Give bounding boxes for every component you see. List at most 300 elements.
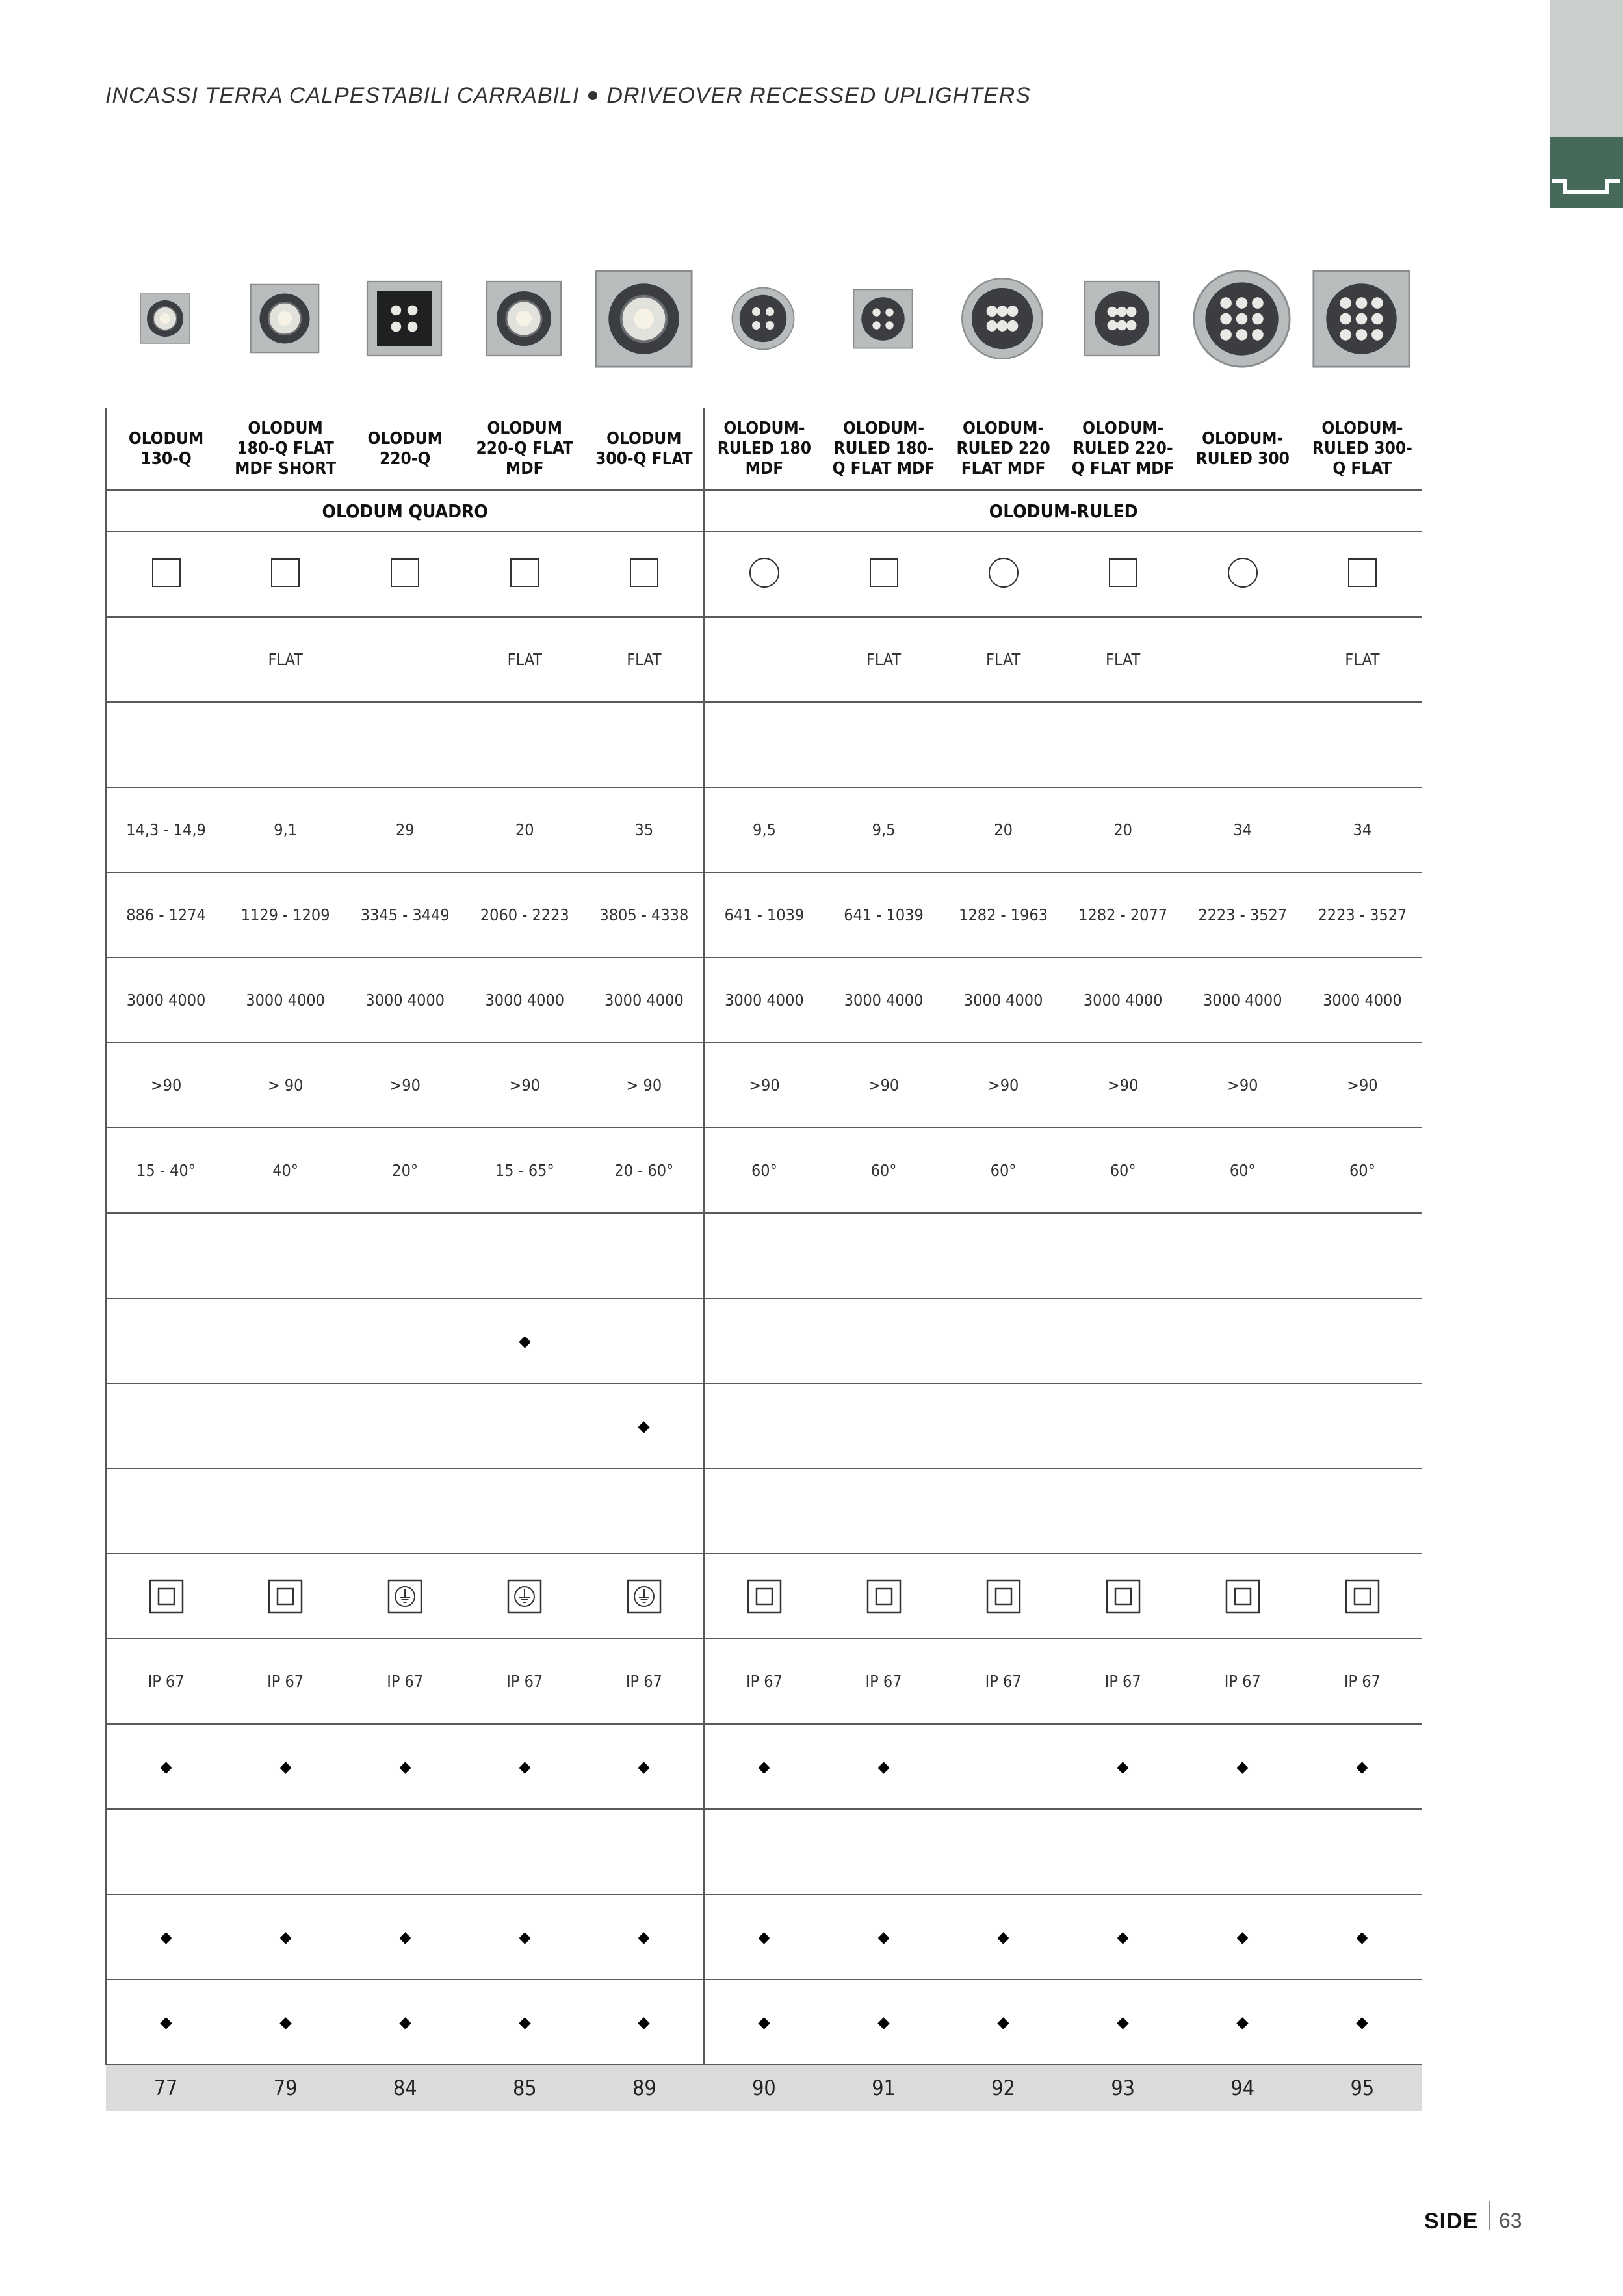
insulation-class-cell xyxy=(944,1554,1063,1639)
diamond-mark-icon xyxy=(279,1932,291,1944)
product-photo xyxy=(464,247,584,390)
mark-cell xyxy=(1183,1809,1303,1894)
lumen-cell xyxy=(1303,872,1422,958)
mark-cell xyxy=(226,1298,345,1383)
mark-cell xyxy=(1183,1298,1303,1383)
finish-cell xyxy=(226,617,345,702)
mark-cell xyxy=(1063,702,1183,787)
cri-text: >90 xyxy=(749,1076,780,1095)
mark-cell xyxy=(824,1298,943,1383)
section-tab-dark xyxy=(1550,137,1623,208)
diamond-mark-icon xyxy=(279,2017,291,2029)
lumen-cell xyxy=(226,872,345,958)
class-II-icon xyxy=(747,1579,782,1614)
beam-cell xyxy=(226,1128,345,1213)
finish-cell xyxy=(1183,617,1303,702)
shape-cell xyxy=(1183,532,1303,617)
mark-cell xyxy=(704,1894,824,1979)
cri-text: >90 xyxy=(868,1076,900,1095)
mark-cell xyxy=(226,1894,345,1979)
mark-cell xyxy=(824,1809,943,1894)
mark-cell xyxy=(704,1298,824,1383)
product-photo xyxy=(1062,247,1182,390)
square-shape-icon xyxy=(1348,558,1377,587)
lumen-text: 2223 - 3527 xyxy=(1318,906,1407,924)
product-photo xyxy=(823,247,942,390)
diamond-mark-icon xyxy=(997,2017,1009,2029)
product-name: OLODUM 220-Q FLAT MDF xyxy=(476,419,574,478)
power-text: 35 xyxy=(634,820,654,839)
insulation-class-cell xyxy=(584,1554,704,1639)
product-group-label: OLODUM-RULED xyxy=(989,500,1138,522)
product-photo xyxy=(344,247,464,390)
mark-cell xyxy=(944,1383,1063,1468)
diamond-mark-icon xyxy=(160,2017,172,2029)
mark-cell xyxy=(465,1979,584,2065)
insulation-class-cell xyxy=(1183,1554,1303,1639)
catalog-page-cell xyxy=(345,2065,465,2111)
mark-cell xyxy=(824,1383,943,1468)
mark-cell xyxy=(704,1809,824,1894)
mark-cell xyxy=(824,1894,943,1979)
round-nine-led-uplighter-icon xyxy=(1191,268,1292,369)
catalog-page-cell xyxy=(226,2065,345,2111)
square-shape-icon xyxy=(1109,558,1137,587)
power-cell xyxy=(226,787,345,872)
catalog-page-number: 92 xyxy=(991,2076,1015,2100)
product-photo xyxy=(942,247,1062,390)
mark-cell xyxy=(106,1979,226,2065)
beam-cell xyxy=(106,1128,226,1213)
beam-text: 60° xyxy=(990,1161,1017,1180)
mark-cell xyxy=(106,1809,226,1894)
diamond-mark-icon xyxy=(519,1932,530,1944)
finish-cell xyxy=(824,617,943,702)
cri-cell xyxy=(345,1043,465,1128)
spec-table xyxy=(105,408,1422,2111)
diamond-mark-icon xyxy=(1357,1932,1368,1944)
catalog-page-cell xyxy=(1183,2065,1303,2111)
mark-cell xyxy=(1303,1894,1422,1979)
mark-cell xyxy=(584,1213,704,1298)
mark-cell xyxy=(1183,1468,1303,1554)
mark-cell xyxy=(226,1809,345,1894)
diamond-mark-icon xyxy=(877,1932,889,1944)
cri-text: > 90 xyxy=(267,1076,304,1095)
product-photo-row xyxy=(105,247,1422,390)
mark-cell xyxy=(1063,1894,1183,1979)
ip-rating-cell xyxy=(106,1639,226,1724)
earth-class-I-icon xyxy=(627,1579,662,1614)
cct-cell xyxy=(106,958,226,1043)
beam-cell xyxy=(824,1128,943,1213)
cri-text: > 90 xyxy=(626,1076,662,1095)
mark-cell xyxy=(824,1979,943,2065)
product-name-cell xyxy=(1303,408,1422,490)
ip-rating-cell xyxy=(1303,1639,1422,1724)
ip-rating-cell xyxy=(345,1639,465,1724)
spec-row-beam xyxy=(106,1128,1422,1213)
cri-text: >90 xyxy=(150,1076,182,1095)
mark-cell xyxy=(106,702,226,787)
mark-cell xyxy=(1063,1298,1183,1383)
lumen-text: 1282 - 1963 xyxy=(959,906,1048,924)
mark-cell xyxy=(704,1213,824,1298)
mark-cell xyxy=(106,1894,226,1979)
ip-rating-cell xyxy=(1183,1639,1303,1724)
ip-rating-cell xyxy=(824,1639,943,1724)
shape-cell xyxy=(704,532,824,617)
mark-cell xyxy=(944,702,1063,787)
power-text: 9,1 xyxy=(274,820,297,839)
mark-cell xyxy=(345,1724,465,1809)
beam-text: 60° xyxy=(870,1161,897,1180)
spec-row-insulation-class xyxy=(106,1554,1422,1639)
class-II-icon xyxy=(268,1579,303,1614)
beam-text: 15 - 65° xyxy=(495,1161,554,1180)
round-shape-icon xyxy=(989,558,1019,588)
finish-text: FLAT xyxy=(507,650,542,669)
cct-cell xyxy=(704,958,824,1043)
power-cell xyxy=(1063,787,1183,872)
cct-cell xyxy=(226,958,345,1043)
mark-cell xyxy=(584,1809,704,1894)
product-name: OLODUM 220-Q xyxy=(367,428,443,469)
beam-text: 15 - 40° xyxy=(136,1161,196,1180)
catalog-page-number: 84 xyxy=(393,2076,417,2100)
cct-cell xyxy=(824,958,943,1043)
mark-cell xyxy=(226,1383,345,1468)
finish-cell xyxy=(704,617,824,702)
ip-rating-text: IP 67 xyxy=(148,1672,185,1691)
catalog-page-number: 77 xyxy=(153,2076,178,2100)
catalog-page-cell xyxy=(944,2065,1063,2111)
diamond-mark-icon xyxy=(877,2017,889,2029)
spec-row-marks xyxy=(106,702,1422,787)
mark-cell xyxy=(226,1213,345,1298)
mark-cell xyxy=(1303,1979,1422,2065)
insulation-class-cell xyxy=(345,1554,465,1639)
mark-cell xyxy=(1303,1213,1422,1298)
ip-rating-cell xyxy=(704,1639,824,1724)
mark-cell xyxy=(1183,1724,1303,1809)
finish-text: FLAT xyxy=(627,650,662,669)
insulation-class-cell xyxy=(1303,1554,1422,1639)
cri-cell xyxy=(1303,1043,1422,1128)
product-photo xyxy=(584,247,703,390)
product-group-label: OLODUM QUADRO xyxy=(322,500,488,522)
diamond-mark-icon xyxy=(160,1932,172,1944)
class-II-icon xyxy=(149,1579,184,1614)
power-cell xyxy=(465,787,584,872)
class-II-icon xyxy=(866,1579,902,1614)
class-II-icon xyxy=(1225,1579,1260,1614)
mark-cell xyxy=(465,1809,584,1894)
mark-cell xyxy=(584,1894,704,1979)
cri-text: >90 xyxy=(1107,1076,1139,1095)
product-name: OLODUM 180-Q FLAT MDF SHORT xyxy=(235,419,337,478)
cri-cell xyxy=(465,1043,584,1128)
cri-cell xyxy=(106,1043,226,1128)
diamond-mark-icon xyxy=(1237,1932,1249,1944)
ip-rating-text: IP 67 xyxy=(267,1672,304,1691)
finish-text: FLAT xyxy=(1345,650,1380,669)
mark-cell xyxy=(704,1724,824,1809)
mark-cell xyxy=(1303,1809,1422,1894)
diamond-mark-icon xyxy=(638,1762,650,1773)
lumen-text: 2223 - 3527 xyxy=(1198,906,1288,924)
spec-row-marks xyxy=(106,1383,1422,1468)
insulation-class-cell xyxy=(226,1554,345,1639)
finish-cell xyxy=(1063,617,1183,702)
square-nine-led-uplighter-icon xyxy=(1311,268,1412,369)
beam-cell xyxy=(465,1128,584,1213)
mark-cell xyxy=(1183,702,1303,787)
power-cell xyxy=(345,787,465,872)
product-name-cell xyxy=(106,408,226,490)
lumen-cell xyxy=(1063,872,1183,958)
mark-cell xyxy=(944,1809,1063,1894)
ip-rating-text: IP 67 xyxy=(865,1672,902,1691)
product-name: OLODUM-RULED 180 MDF xyxy=(717,419,812,478)
mark-cell xyxy=(1063,1979,1183,2065)
mark-cell xyxy=(1063,1724,1183,1809)
mark-cell xyxy=(106,1213,226,1298)
product-group-heading xyxy=(704,490,1422,532)
earth-class-I-icon xyxy=(507,1579,542,1614)
product-name-cell xyxy=(226,408,345,490)
cct-text: 3000 4000 xyxy=(1323,991,1402,1010)
cri-text: >90 xyxy=(389,1076,421,1095)
mark-cell xyxy=(1063,1383,1183,1468)
section-tab-light xyxy=(1550,0,1623,137)
ip-rating-cell xyxy=(226,1639,345,1724)
catalog-page-number: 89 xyxy=(632,2076,656,2100)
finish-text: FLAT xyxy=(268,650,303,669)
ip-rating-text: IP 67 xyxy=(387,1672,424,1691)
mark-cell xyxy=(704,1979,824,2065)
square-shape-icon xyxy=(271,558,300,587)
finish-text: FLAT xyxy=(1106,650,1141,669)
diamond-mark-icon xyxy=(1357,2017,1368,2029)
cri-cell xyxy=(226,1043,345,1128)
beam-cell xyxy=(1063,1128,1183,1213)
mark-cell xyxy=(345,702,465,787)
beam-cell xyxy=(584,1128,704,1213)
diamond-mark-icon xyxy=(638,1932,650,1944)
mark-cell xyxy=(106,1724,226,1809)
cct-text: 3000 4000 xyxy=(246,991,325,1010)
cct-text: 3000 4000 xyxy=(725,991,804,1010)
catalog-page-cell xyxy=(465,2065,584,2111)
shape-cell xyxy=(106,532,226,617)
mark-cell xyxy=(1183,1894,1303,1979)
power-cell xyxy=(1303,787,1422,872)
spec-row-marks xyxy=(106,1468,1422,1554)
header-english: DRIVEOVER RECESSED UPLIGHTERS xyxy=(606,83,1031,108)
cri-text: >90 xyxy=(1227,1076,1258,1095)
bullet-dot xyxy=(588,91,597,100)
beam-cell xyxy=(704,1128,824,1213)
product-photo xyxy=(225,247,344,390)
catalog-page-number: 94 xyxy=(1230,2076,1255,2100)
mark-cell xyxy=(345,1298,465,1383)
mark-cell xyxy=(226,1979,345,2065)
lumen-text: 3345 - 3449 xyxy=(360,906,450,924)
beam-text: 60° xyxy=(1110,1161,1136,1180)
catalog-page-cell xyxy=(824,2065,943,2111)
cri-text: >90 xyxy=(1347,1076,1378,1095)
catalog-page-number: 93 xyxy=(1111,2076,1135,2100)
shape-cell xyxy=(465,532,584,617)
finish-cell xyxy=(944,617,1063,702)
mark-cell xyxy=(1183,1213,1303,1298)
mark-cell xyxy=(1303,1298,1422,1383)
spec-row-power xyxy=(106,787,1422,872)
product-name: OLODUM-RULED 300 xyxy=(1195,428,1290,469)
cct-cell xyxy=(345,958,465,1043)
mark-cell xyxy=(704,1468,824,1554)
beam-text: 40° xyxy=(272,1161,299,1180)
shape-cell xyxy=(226,532,345,617)
product-name: OLODUM 300-Q FLAT xyxy=(595,428,693,469)
diamond-mark-icon xyxy=(519,1336,530,1348)
diamond-mark-icon xyxy=(1237,1762,1249,1773)
mark-cell xyxy=(465,1894,584,1979)
product-name-cell xyxy=(824,408,943,490)
mark-cell xyxy=(465,1383,584,1468)
product-group-heading xyxy=(106,490,704,532)
mark-cell xyxy=(704,1383,824,1468)
mark-cell xyxy=(106,1383,226,1468)
lumen-cell xyxy=(465,872,584,958)
spec-row-ip-rating xyxy=(106,1639,1422,1724)
mark-cell xyxy=(584,1724,704,1809)
insulation-class-cell xyxy=(465,1554,584,1639)
ip-rating-cell xyxy=(465,1639,584,1724)
diamond-mark-icon xyxy=(638,1421,650,1433)
shape-cell xyxy=(944,532,1063,617)
shape-cell xyxy=(1063,532,1183,617)
catalog-page-cell xyxy=(704,2065,824,2111)
diamond-mark-icon xyxy=(759,1932,770,1944)
lumen-cell xyxy=(824,872,943,958)
square-six-led-uplighter-icon xyxy=(1083,280,1161,358)
mark-cell xyxy=(1063,1809,1183,1894)
cri-text: >90 xyxy=(987,1076,1019,1095)
diamond-mark-icon xyxy=(1117,2017,1128,2029)
diamond-mark-icon xyxy=(160,1762,172,1773)
mark-cell xyxy=(345,1809,465,1894)
product-name: OLODUM-RULED 300-Q FLAT xyxy=(1312,419,1412,478)
spec-row-shape xyxy=(106,532,1422,617)
diamond-mark-icon xyxy=(1117,1762,1128,1773)
power-cell xyxy=(824,787,943,872)
beam-cell xyxy=(1183,1128,1303,1213)
round-shape-icon xyxy=(749,558,779,588)
product-name-cell xyxy=(345,408,465,490)
insulation-class-cell xyxy=(106,1554,226,1639)
mark-cell xyxy=(1063,1213,1183,1298)
spec-row-marks xyxy=(106,1213,1422,1298)
cct-cell xyxy=(1183,958,1303,1043)
cct-text: 3000 4000 xyxy=(365,991,445,1010)
mark-cell xyxy=(1303,702,1422,787)
cri-cell xyxy=(584,1043,704,1128)
mark-cell xyxy=(824,1213,943,1298)
ip-rating-text: IP 67 xyxy=(1104,1672,1141,1691)
product-name-cell xyxy=(944,408,1063,490)
header-italian: INCASSI TERRA CALPESTABILI CARRABILI xyxy=(105,83,580,108)
mark-cell xyxy=(584,702,704,787)
catalog-page-number: 79 xyxy=(273,2076,298,2100)
square-shape-icon xyxy=(391,558,419,587)
cct-text: 3000 4000 xyxy=(126,991,206,1010)
earth-class-I-icon xyxy=(387,1579,422,1614)
mark-cell xyxy=(345,1468,465,1554)
cct-text: 3000 4000 xyxy=(604,991,684,1010)
diamond-mark-icon xyxy=(638,2017,650,2029)
square-four-led-uplighter-icon xyxy=(852,288,914,350)
cri-cell xyxy=(1063,1043,1183,1128)
product-name-cell xyxy=(465,408,584,490)
power-text: 34 xyxy=(1233,820,1253,839)
beam-text: 60° xyxy=(751,1161,777,1180)
power-cell xyxy=(1183,787,1303,872)
catalog-page-cell xyxy=(584,2065,704,2111)
mark-cell xyxy=(465,1213,584,1298)
beam-cell xyxy=(944,1128,1063,1213)
beam-text: 60° xyxy=(1229,1161,1256,1180)
finish-cell xyxy=(345,617,465,702)
cct-cell xyxy=(1303,958,1422,1043)
catalog-page-number: 90 xyxy=(752,2076,776,2100)
insulation-class-cell xyxy=(824,1554,943,1639)
cri-text: >90 xyxy=(509,1076,540,1095)
shape-cell xyxy=(824,532,943,617)
round-four-led-uplighter-icon xyxy=(731,286,796,351)
spec-row-finish xyxy=(106,617,1422,702)
lumen-text: 641 - 1039 xyxy=(724,906,805,924)
shape-cell xyxy=(1303,532,1422,617)
finish-cell xyxy=(106,617,226,702)
square-recessed-uplighter-icon xyxy=(139,293,191,345)
finish-cell xyxy=(1303,617,1422,702)
ip-rating-text: IP 67 xyxy=(506,1672,543,1691)
diamond-mark-icon xyxy=(279,1762,291,1773)
catalog-page-number: 85 xyxy=(512,2076,537,2100)
cct-cell xyxy=(944,958,1063,1043)
mark-cell xyxy=(584,1298,704,1383)
diamond-mark-icon xyxy=(399,1762,411,1773)
mark-cell xyxy=(944,1213,1063,1298)
square-flat-uplighter-icon xyxy=(249,283,320,354)
lumen-cell xyxy=(944,872,1063,958)
finish-text: FLAT xyxy=(866,650,902,669)
diamond-mark-icon xyxy=(877,1762,889,1773)
beam-text: 20° xyxy=(392,1161,419,1180)
power-text: 20 xyxy=(1113,820,1132,839)
beam-cell xyxy=(1303,1128,1422,1213)
shape-cell xyxy=(345,532,465,617)
mark-cell xyxy=(944,1298,1063,1383)
shape-cell xyxy=(584,532,704,617)
cri-cell xyxy=(1183,1043,1303,1128)
beam-cell xyxy=(345,1128,465,1213)
ip-rating-text: IP 67 xyxy=(985,1672,1022,1691)
diamond-mark-icon xyxy=(399,2017,411,2029)
spec-row-marks xyxy=(106,1809,1422,1894)
